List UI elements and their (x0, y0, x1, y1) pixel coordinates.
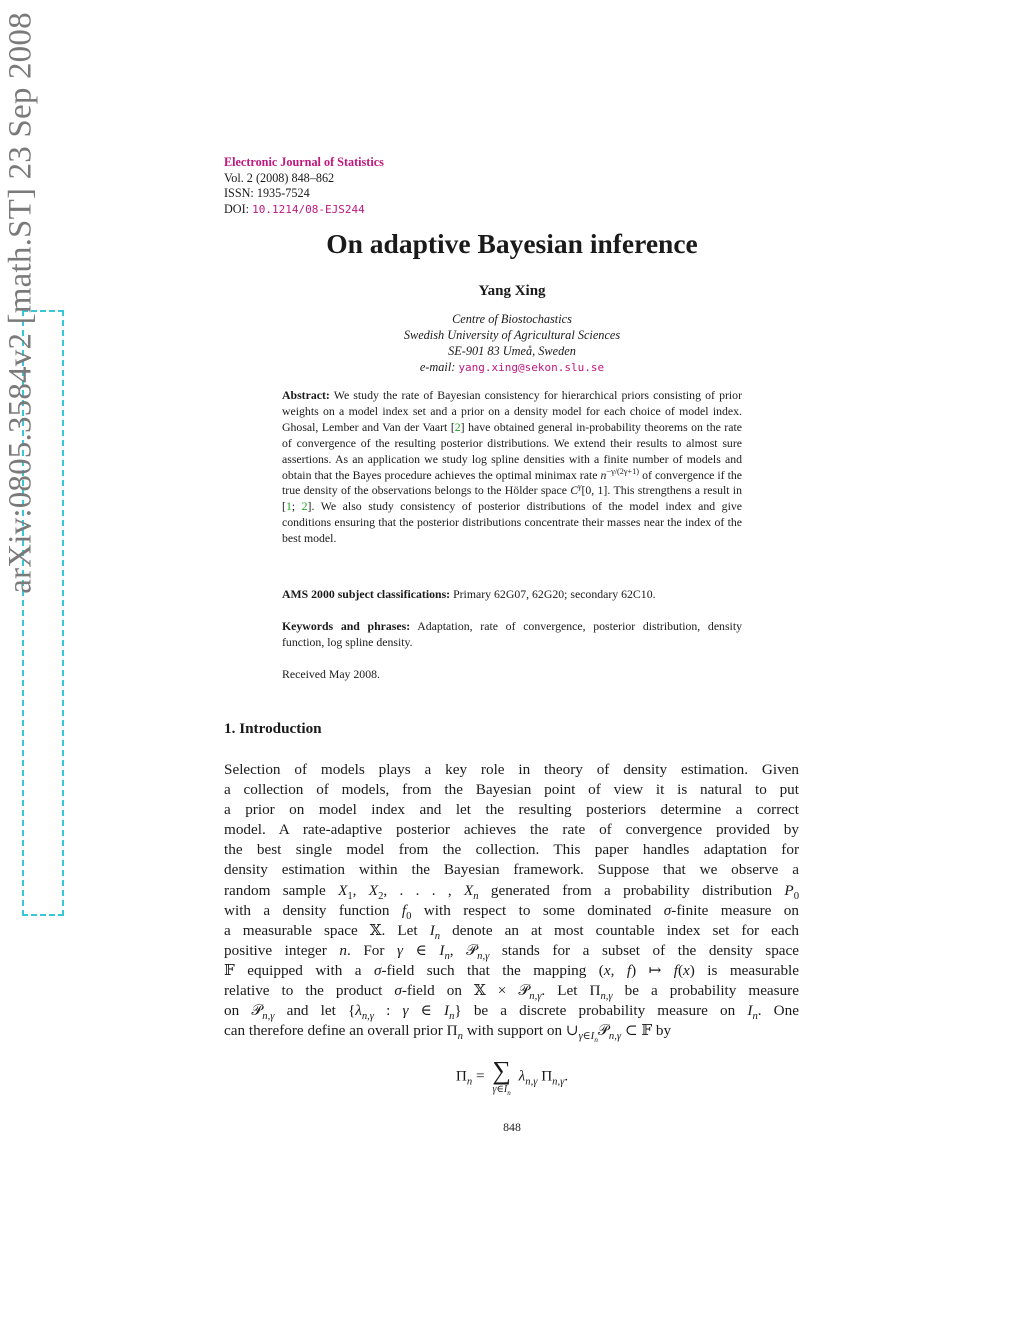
intro-line: random sample $X_1$, $X_2$, . . . , $X_n$ generated from a probability distribution $P_0$ (224, 881, 800, 902)
display-equation (0, 1058, 1024, 1096)
section-heading (224, 720, 322, 738)
received-date: Received May 2008. (282, 667, 380, 681)
intro-line: a prior on model index and let the resulting posteriors determine a correct (224, 801, 799, 819)
abstract: Abstract: We study the rate of Bayesian consistency for hierarchical priors consisting of prior weights on a model index set and a prior on a density model for each choice of model index. Ghosal, Lember and Van der Vaart [2] have obtained general in-probability theorems on the rate of convergence of the resulting posterior distributions. We extend their results to almost sure assertions. As an application we study log spline densities with a finite number of models and obtain that the Bayes procedure achieves the optimal minimax rate $n^{-\gamma/(2\gamma+1)}$ of convergence if the true density of the observations belongs to the Hölder space $C^\gamma[0$, 1]. This strengthens a result in [1; 2]. We also study consistency of posterior distributions of the model index and give conditions ensuring that the posterior distributions concentrate their masses near the index of the best model. (282, 388, 742, 546)
paper-title: On adaptive Bayesian inference (326, 228, 698, 259)
introduction-body (224, 760, 800, 1045)
equals-sign: = (475, 1067, 485, 1085)
ams-label: AMS 2000 subject classifications: (282, 587, 451, 601)
rate-base: n (600, 467, 607, 482)
equation-lhs-subscript: n (466, 1076, 473, 1088)
abstract-label: Abstract: (282, 388, 330, 402)
affiliation-line-3: SE-901 83 Umeå, Sweden (448, 344, 576, 358)
journal-name[interactable]: Electronic Journal of Statistics (224, 155, 384, 169)
abstract-text-1: We study the rate of Bayesian consistency for hierarchical priors consisting of prior weights on a model index set and a prior on a density model for each choice of model index. Ghosal, Lember and Van der Vaart (282, 388, 742, 434)
journal-volume: Vol. 2 (2008) 848–862 (224, 170, 335, 185)
summation-symbol (492, 1058, 511, 1096)
abstract-text-4: . This strengthens a result in (607, 483, 742, 498)
keywords-text: Adaptation, rate of convergence, posterior distribution, density function, log spline density. (282, 619, 743, 649)
page-number: 848 (503, 1120, 521, 1134)
email-label: e-mail: (419, 360, 456, 374)
author-name: Yang Xing (478, 283, 546, 299)
equation-period: . (564, 1067, 569, 1085)
doi-link[interactable]: 10.1214/08-EJS244 (252, 202, 365, 216)
intro-line: the best single model from the collection. This paper handles adaptation for (224, 841, 799, 859)
email-line (0, 359, 1024, 376)
arxiv-identifier: arXiv:0805.3584v2 [math.ST] 23 Sep 2008 (2, 12, 39, 594)
summation-index (492, 1084, 511, 1096)
intro-line: can therefore define an overall prior $\Pi_n$ with support on $\cup_{\gamma\in I_n}𝒫_{n,\gamma}$ ⊂ 𝔽 by (224, 1022, 672, 1045)
abstract-text-3: of convergence if the true density of the observations belongs to the Hölder space (282, 467, 742, 498)
section-title: Introduction (239, 720, 322, 737)
journal-header (224, 155, 384, 217)
citation-link[interactable]: 1 (285, 499, 292, 514)
citation-link[interactable]: 2 (301, 499, 308, 514)
equation-weight-subscript: n,γ (525, 1076, 538, 1088)
intro-line: relative to the product σ-field on 𝕏 × 𝒫$_{n,\gamma}$. Let $\Pi_{n,\gamma}$ be a probability measure (224, 982, 799, 1003)
intro-line: model. A rate-adaptive posterior achieves the rate of convergence provided by (224, 821, 799, 839)
ams-text: Primary 62G07, 62G20; secondary 62C10. (453, 587, 656, 601)
abstract-text-2: have obtained general in-probability theorems on the rate of convergence of the resulting posterior distributions. We extend their results to almost sure assertions. As an application we study log spline densities with a finite number of models and obtain that the Bayes procedure achieves the optimal minimax rate (282, 419, 742, 482)
journal-issn: ISSN: 1935-7524 (224, 186, 310, 200)
equation-prior-subscript: n,γ (552, 1076, 565, 1088)
summation-index-text: γ∈I (492, 1084, 508, 1095)
intro-line: Selection of models plays a key role in theory of density estimation. Given (224, 761, 799, 778)
intro-line: on 𝒫$_{n,\gamma}$ and let {$\lambda_{n,\gamma}$ : γ ∈ $I_n$} be a discrete probability measure on $I_n$. One (224, 1002, 799, 1023)
intro-line: a measurable space 𝕏. Let $I_n$ denote an at most countable index set for each (224, 921, 799, 942)
equation-prior: Π (541, 1067, 553, 1085)
affiliation-line-2: Swedish University of Agricultural Sciences (403, 328, 621, 342)
equation-lhs: Π (455, 1067, 467, 1085)
holder-space: C (570, 483, 579, 498)
intro-line: density estimation within the Bayesian framework. Suppose that we observe a (224, 861, 799, 879)
affiliation (0, 311, 1024, 376)
intro-line: with a density function $f_0$ with respect to some dominated σ-finite measure on (224, 901, 799, 922)
intro-line: 𝔽 equipped with a σ-field such that the mapping (x, f) ↦ f(x) is measurable (224, 961, 800, 979)
holder-interval: [0, 1] (581, 483, 608, 498)
keywords (282, 619, 742, 651)
journal-doi-line (224, 202, 384, 218)
abstract-text-5: . We also study consistency of posterior distributions of the model index and give conditions ensuring that the posterior distributions concentrate their masses near the index of the best model. (282, 499, 742, 546)
intro-line: a collection of models, from the Bayesian point of view it is natural to put (224, 781, 799, 799)
keywords-label: Keywords and phrases: (282, 619, 411, 633)
email-link[interactable]: yang.xing@sekon.slu.se (458, 361, 605, 374)
ams-classifications (282, 587, 742, 603)
intro-line: positive integer n. For γ ∈ $I_n$, 𝒫$_{n,\gamma}$ stands for a subset of the density space (224, 941, 800, 962)
sigma-glyph: ∑ (492, 1056, 511, 1085)
affiliation-line-1: Centre of Biostochastics (452, 312, 572, 326)
equation-weight: λ (518, 1067, 526, 1085)
doi-label: DOI: (224, 201, 250, 216)
holder-exponent: γ (578, 482, 582, 492)
section-number: 1. (224, 720, 236, 737)
summation-index-subscript: n (507, 1089, 511, 1097)
citation-link[interactable]: 2 (454, 419, 461, 434)
rate-exponent: −γ/(2γ+1) (606, 466, 640, 476)
